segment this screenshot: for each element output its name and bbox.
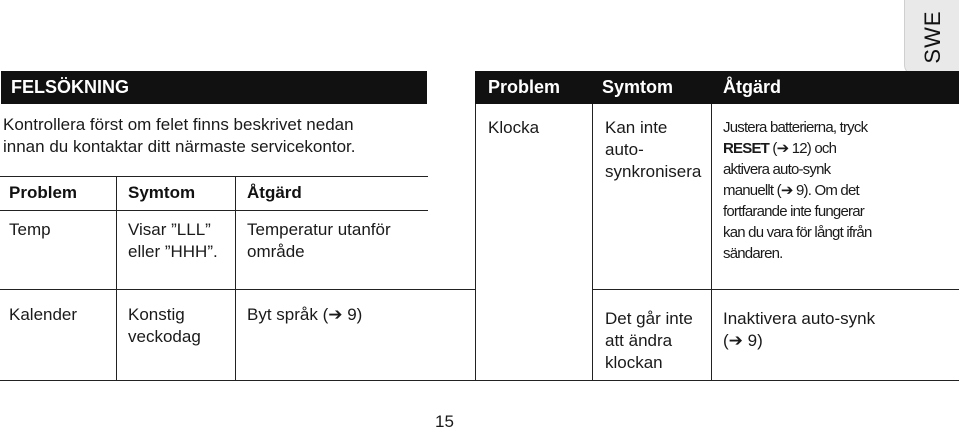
cell-line: sändaren.	[723, 245, 783, 262]
table-header-bar	[475, 71, 959, 104]
cell-line: manuellt (➔ 9). Om det	[723, 182, 859, 199]
cell-line: Inaktivera auto-synk	[723, 309, 876, 328]
divider	[592, 289, 959, 290]
cell-action	[247, 219, 391, 263]
column-divider	[116, 289, 117, 381]
column-divider	[116, 176, 117, 289]
divider	[0, 380, 475, 381]
column-divider	[592, 104, 593, 381]
language-tab	[904, 0, 959, 75]
cell-line: Konstig	[128, 305, 185, 324]
cell-line: Temperatur utanför	[247, 220, 391, 239]
cell-action	[723, 308, 875, 352]
header-action: Åtgärd	[247, 183, 302, 202]
cell-line: auto-	[605, 140, 644, 159]
cell-problem: Kalender	[9, 305, 78, 324]
intro-text	[3, 114, 433, 158]
cell-symptom	[128, 304, 201, 348]
reset-label: RESET	[723, 140, 770, 157]
cell-symptom	[605, 117, 701, 183]
cell-line: Visar ”LLL”	[128, 220, 211, 239]
header-symptom: Symtom	[128, 183, 196, 202]
column-divider	[235, 176, 236, 289]
cell-line: Kan inte	[605, 118, 668, 137]
cell-symptom	[605, 308, 693, 374]
header-problem: Problem	[488, 77, 561, 97]
cell-action	[723, 117, 955, 264]
column-divider	[235, 289, 236, 381]
cell-action: Byt språk (➔ 9)	[247, 305, 363, 324]
cell-line: veckodag	[128, 327, 201, 346]
cell-line: att ändra	[605, 331, 673, 350]
cell-line: fortfarande inte fungerar	[723, 203, 864, 220]
cell-line: aktivera auto-synk	[723, 161, 831, 178]
section-title: FELSÖKNING	[11, 77, 130, 97]
cell-line: område	[247, 242, 305, 261]
intro-line: Kontrollera först om felet finns beskrivet nedan	[3, 115, 354, 134]
intro-line: innan du kontaktar ditt närmaste servicekontor.	[3, 137, 356, 156]
divider	[0, 289, 475, 290]
cell-line	[723, 138, 955, 159]
header-problem: Problem	[9, 183, 78, 202]
cell-line: Justera batterierna, tryck	[723, 119, 868, 136]
cell-line: Det går inte	[605, 309, 693, 328]
cell-line: eller ”HHH”.	[128, 242, 218, 261]
divider	[475, 380, 959, 381]
cell-line: synkronisera	[605, 162, 702, 181]
cell-line: klockan	[605, 353, 663, 372]
column-divider	[711, 104, 712, 381]
cell-problem: Temp	[9, 220, 51, 239]
cell-line: (➔ 9)	[723, 331, 763, 350]
header-action: Åtgärd	[723, 77, 781, 97]
cell-symptom	[128, 219, 218, 263]
divider	[0, 176, 428, 177]
header-symptom: Symtom	[602, 77, 674, 97]
page-number: 15	[435, 412, 454, 431]
divider	[0, 210, 428, 211]
column-divider	[475, 104, 476, 381]
section-title-bar	[1, 71, 427, 104]
cell-text: (➔ 12) och	[769, 140, 837, 157]
cell-line: kan du vara för långt ifrån	[723, 224, 872, 241]
language-tab-label: SWE	[919, 10, 945, 64]
cell-problem: Klocka	[488, 118, 540, 137]
